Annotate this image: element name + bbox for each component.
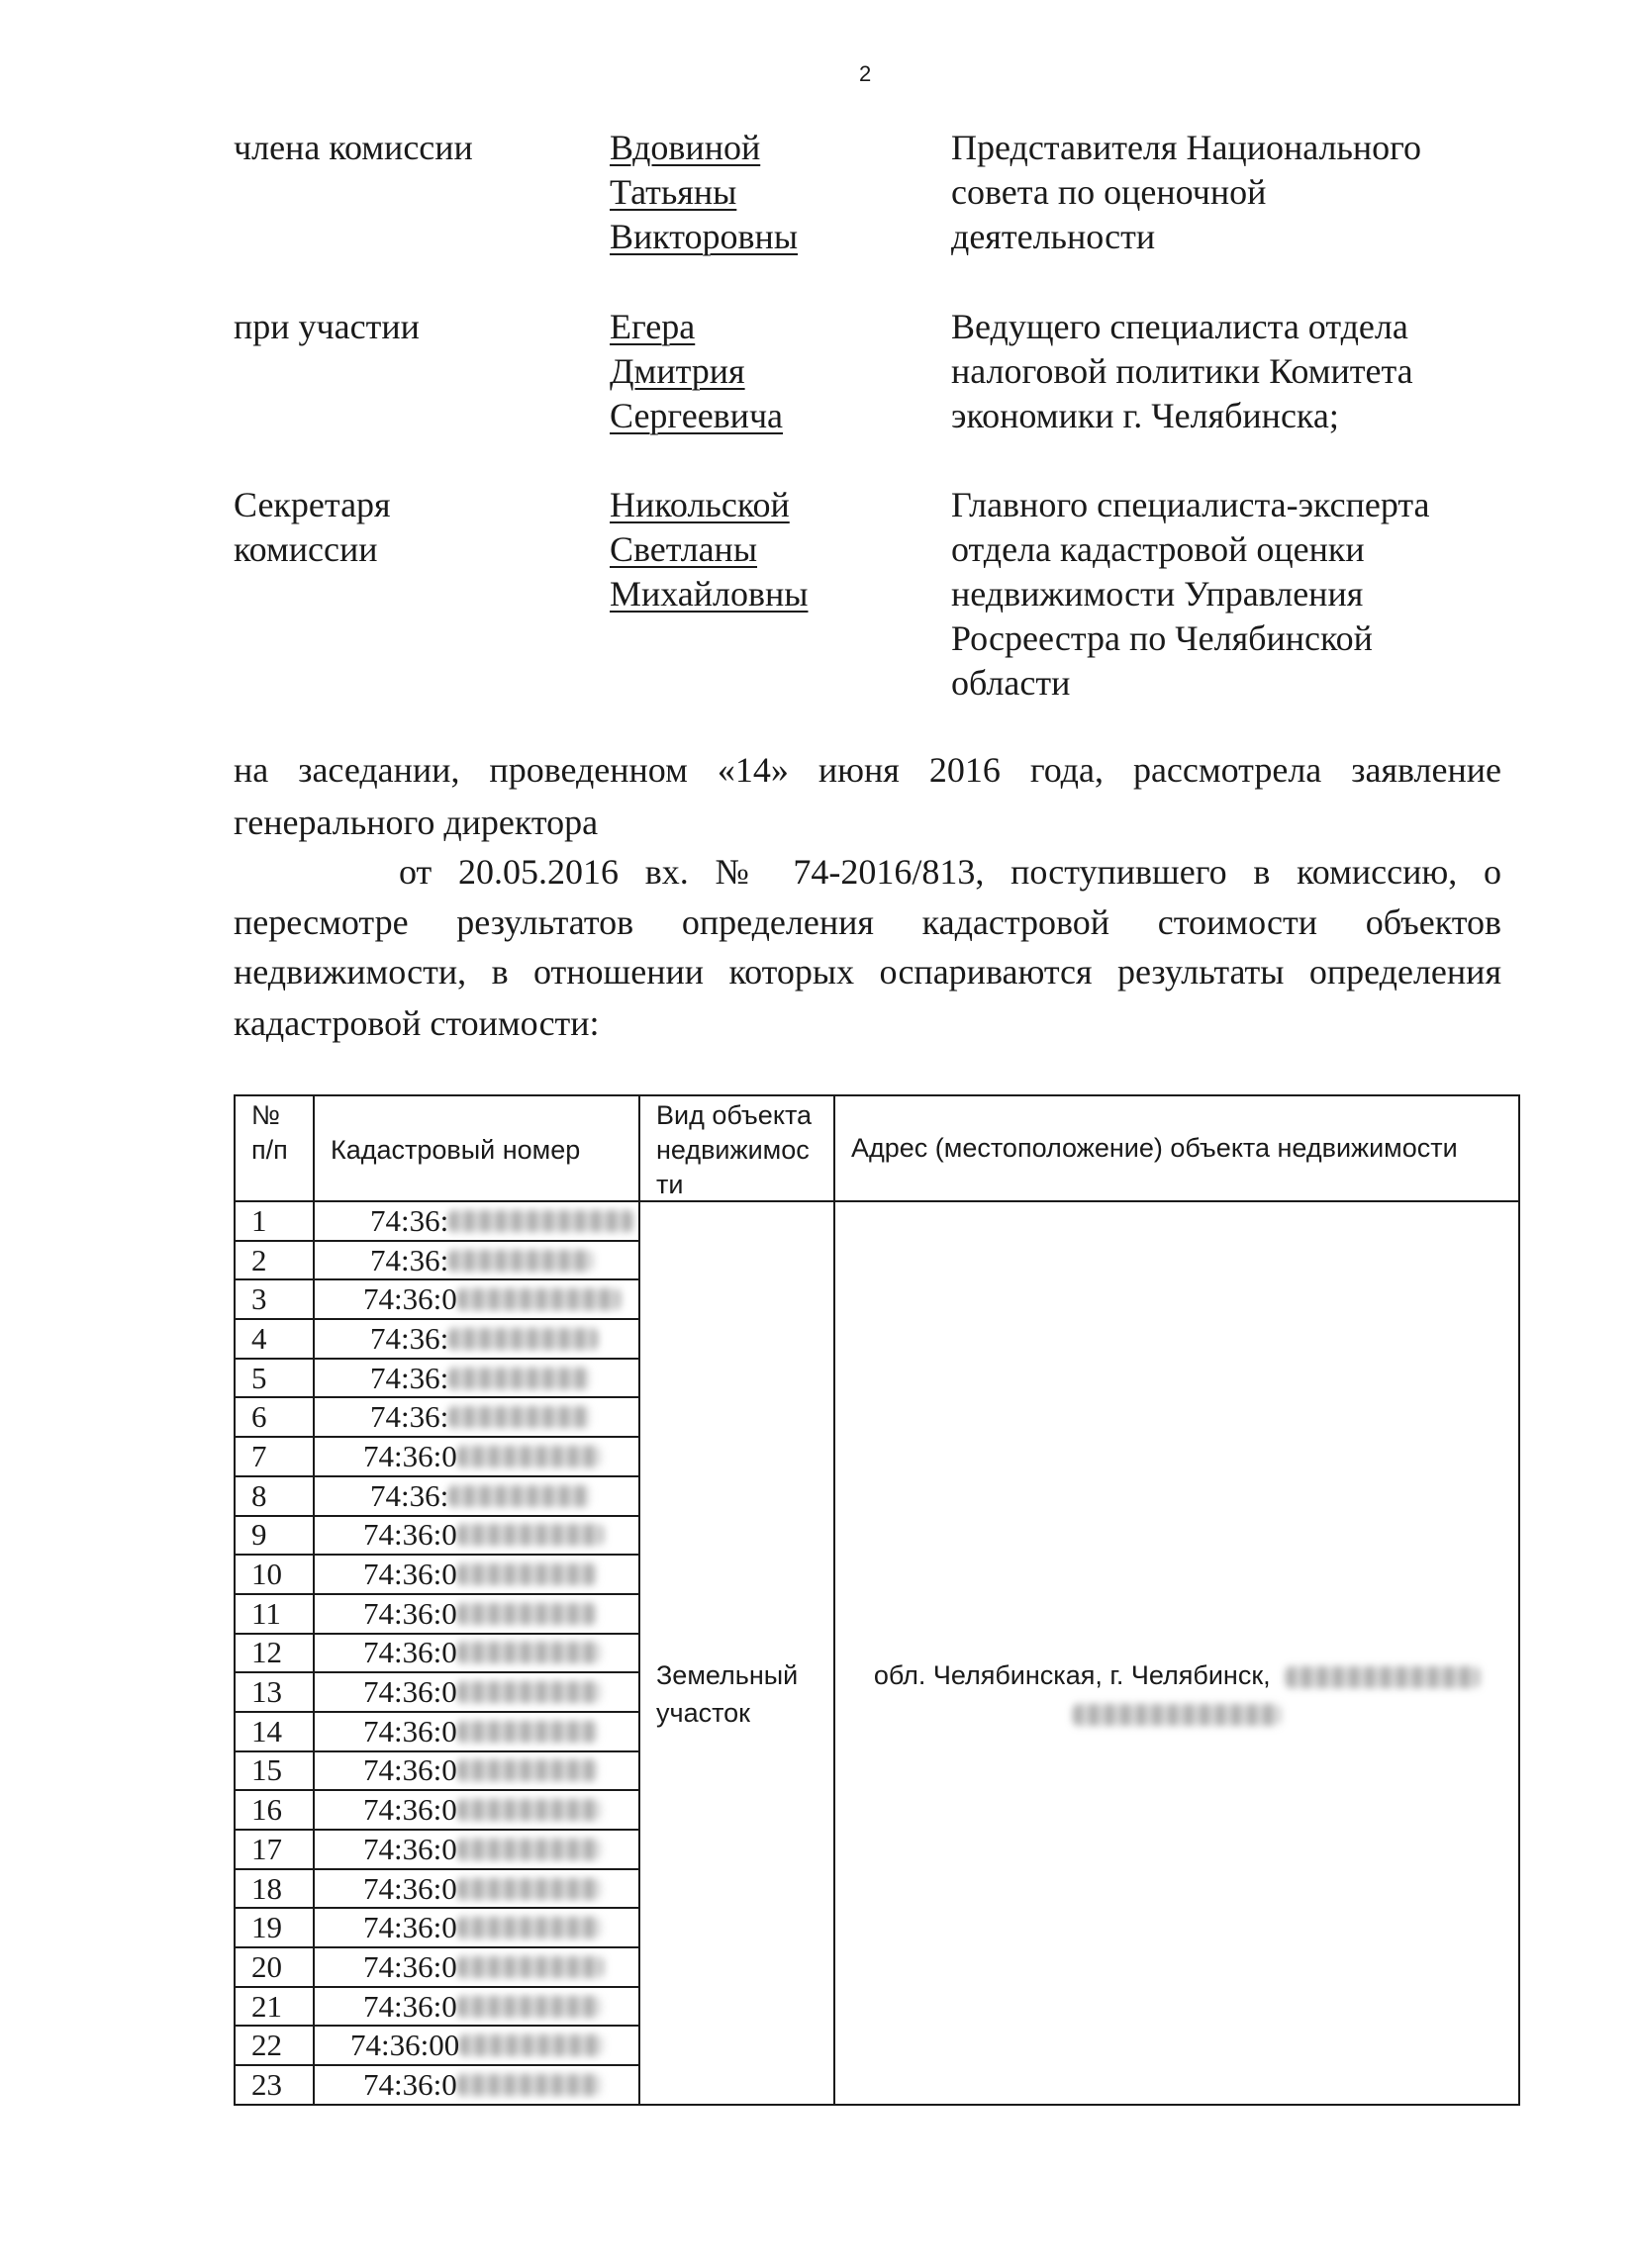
row-number: 21 <box>236 1988 315 2028</box>
member-full-name <box>610 126 798 259</box>
cadastral-number-cell <box>315 1398 640 1438</box>
body-paragraph-line: кадастровой стоимости: <box>234 1003 600 1043</box>
header-cadastral-number <box>315 1096 640 1202</box>
header-object-type-line: недвижимос <box>656 1135 810 1165</box>
redacted-cadastral-digits <box>457 1996 601 2018</box>
cadastral-number-cell <box>315 1909 640 1948</box>
cadastral-number-visible: 74:36:0 <box>363 1635 457 1670</box>
row-number: 8 <box>236 1477 315 1517</box>
cadastral-number-visible: 74:36: <box>370 1242 449 1277</box>
row-number: 5 <box>236 1360 315 1399</box>
member-surname: Никольской <box>610 485 790 524</box>
redacted-cadastral-digits <box>457 1603 597 1625</box>
redacted-cadastral-digits <box>457 1839 601 1860</box>
header-number-line: п/п <box>251 1135 288 1165</box>
cadastral-number-visible: 74:36:0 <box>363 1517 457 1553</box>
cadastral-number-visible: 74:36: <box>370 1399 449 1435</box>
redacted-cadastral-digits <box>448 1328 598 1350</box>
row-number: 15 <box>236 1752 315 1792</box>
cadastral-number-visible: 74:36:0 <box>363 1674 457 1710</box>
cadastral-number-cell <box>315 1791 640 1831</box>
page-number: 2 <box>859 61 872 86</box>
cadastral-number-visible: 74:36: <box>370 1202 449 1238</box>
address-line <box>835 1694 1518 1732</box>
object-type-cell <box>640 1202 835 2106</box>
redacted-cadastral-digits <box>457 1642 601 1663</box>
member-role <box>234 483 391 572</box>
cadastral-number-visible: 74:36:0 <box>363 1792 457 1828</box>
cadastral-number-visible: 74:36:0 <box>363 2066 457 2102</box>
member-position-line: Ведущего специалиста отдела <box>951 307 1408 346</box>
member-position-line: Росреестра по Челябинской <box>951 618 1373 658</box>
body-paragraph-line: на заседании, проведенном «14» июня 2016 года, рассмотрела заявление <box>234 750 1501 790</box>
row-number: 3 <box>236 1280 315 1320</box>
redacted-cadastral-digits <box>457 1446 601 1467</box>
header-address-label: Адрес (местоположение) объекта недвижимости <box>851 1133 1458 1163</box>
cadastral-number-cell <box>315 1988 640 2028</box>
cadastral-number-visible: 74:36: <box>370 1320 449 1356</box>
cadastral-number-cell <box>315 1477 640 1517</box>
row-number: 20 <box>236 1948 315 1988</box>
row-number: 22 <box>236 2027 315 2066</box>
address-cell <box>835 1202 1520 2106</box>
member-full-name <box>610 483 808 616</box>
property-table <box>234 1094 1520 2106</box>
cadastral-number-cell <box>315 2027 640 2066</box>
cadastral-number-visible: 74:36:0 <box>363 1281 457 1317</box>
member-position-line: Представителя Национального <box>951 128 1422 167</box>
cadastral-number-visible: 74:36:0 <box>363 1438 457 1473</box>
header-number-line: № <box>251 1100 280 1130</box>
row-number: 16 <box>236 1791 315 1831</box>
cadastral-number-visible: 74:36:0 <box>363 1752 457 1788</box>
redacted-cadastral-digits <box>448 1406 590 1428</box>
header-cadastral-label: Кадастровый номер <box>331 1135 581 1165</box>
redacted-cadastral-digits <box>448 1250 593 1272</box>
address-line <box>835 1656 1518 1694</box>
member-surname: Егера <box>610 307 696 346</box>
member-position-line: налоговой политики Комитета <box>951 351 1413 391</box>
cadastral-number-cell <box>315 1556 640 1595</box>
cadastral-number-visible: 74:36:0 <box>363 1910 457 1945</box>
row-number: 17 <box>236 1831 315 1870</box>
redacted-address-text <box>1073 1704 1281 1726</box>
member-position-line: недвижимости Управления <box>951 574 1364 614</box>
body-paragraph-line: генерального директора <box>234 803 599 842</box>
row-number: 12 <box>236 1635 315 1674</box>
member-role-line: комиссии <box>234 529 378 569</box>
cadastral-number-cell <box>315 1752 640 1792</box>
member-position-line: отдела кадастровой оценки <box>951 529 1365 569</box>
member-role <box>234 126 473 170</box>
member-full-name <box>610 305 783 438</box>
redacted-cadastral-digits <box>457 2074 601 2096</box>
address-visible-text: обл. Челябинская, г. Челябинск, <box>873 1660 1271 1690</box>
redacted-cadastral-digits <box>457 1759 598 1781</box>
body-paragraph-line: от 20.05.2016 вх. № 74-2016/813, поступившего в комиссию, о <box>399 852 1501 892</box>
member-role-line: Секретаря <box>234 485 391 524</box>
member-position-line: деятельности <box>951 217 1156 256</box>
member-first-name: Татьяны <box>610 172 737 212</box>
cadastral-number-visible: 74:36:0 <box>363 1988 457 2024</box>
cadastral-number-cell <box>315 1517 640 1557</box>
redacted-cadastral-digits <box>457 1878 601 1900</box>
redacted-cadastral-digits <box>459 2034 603 2056</box>
cadastral-number-cell <box>315 1320 640 1360</box>
cadastral-number-visible: 74:36: <box>370 1360 449 1395</box>
row-number: 4 <box>236 1320 315 1360</box>
cadastral-number-cell <box>315 1595 640 1635</box>
cadastral-number-cell <box>315 2066 640 2106</box>
member-position-line: области <box>951 663 1071 703</box>
cadastral-number-visible: 74:36:00 <box>350 2028 460 2063</box>
redacted-address-text <box>1286 1666 1480 1688</box>
member-position-line: совета по оценочной <box>951 172 1267 212</box>
member-first-name: Дмитрия <box>610 351 745 391</box>
member-position <box>951 483 1430 706</box>
member-role <box>234 305 420 349</box>
body-paragraph-line: пересмотре результатов определения кадастровой стоимости объектов <box>234 902 1501 942</box>
redacted-cadastral-digits <box>457 1288 621 1310</box>
redacted-cadastral-digits <box>457 1524 604 1546</box>
row-number: 9 <box>236 1517 315 1557</box>
redacted-cadastral-digits <box>448 1210 633 1232</box>
body-paragraph-line: недвижимости, в отношении которых оспариваются результаты определения <box>234 952 1501 992</box>
redacted-cadastral-digits <box>457 1956 604 1978</box>
object-type-line: участок <box>656 1698 750 1728</box>
member-position <box>951 126 1421 259</box>
header-number <box>236 1096 315 1202</box>
cadastral-number-cell <box>315 1360 640 1399</box>
cadastral-number-visible: 74:36: <box>370 1477 449 1513</box>
member-position-line: Главного специалиста-эксперта <box>951 485 1430 524</box>
member-first-name: Светланы <box>610 529 758 569</box>
member-surname: Вдовиной <box>610 128 761 167</box>
header-object-type <box>640 1096 835 1202</box>
cadastral-number-cell <box>315 1948 640 1988</box>
redacted-cadastral-digits <box>457 1563 597 1585</box>
redacted-cadastral-digits <box>457 1917 601 1938</box>
redacted-cadastral-digits <box>457 1799 601 1821</box>
redacted-cadastral-digits <box>448 1485 590 1507</box>
member-patronymic: Сергеевича <box>610 396 784 435</box>
row-number: 19 <box>236 1909 315 1948</box>
cadastral-number-cell <box>315 1635 640 1674</box>
member-role-line: члена комиссии <box>234 128 473 167</box>
cadastral-number-cell <box>315 1713 640 1752</box>
cadastral-number-visible: 74:36:0 <box>363 1870 457 1906</box>
row-number: 23 <box>236 2066 315 2106</box>
redacted-cadastral-digits <box>457 1681 601 1703</box>
row-number: 6 <box>236 1398 315 1438</box>
row-number: 2 <box>236 1242 315 1281</box>
row-number: 1 <box>236 1202 315 1242</box>
member-patronymic: Михайловны <box>610 574 809 614</box>
header-object-type-line: Вид объекта <box>656 1100 813 1130</box>
cadastral-number-cell <box>315 1202 640 1242</box>
redacted-cadastral-digits <box>457 1721 598 1743</box>
row-number: 18 <box>236 1870 315 1910</box>
redacted-cadastral-digits <box>448 1368 590 1389</box>
cadastral-number-visible: 74:36:0 <box>363 1713 457 1748</box>
cadastral-number-visible: 74:36:0 <box>363 1557 457 1592</box>
cadastral-number-cell <box>315 1870 640 1910</box>
member-patronymic: Викторовны <box>610 217 799 256</box>
cadastral-number-cell <box>315 1280 640 1320</box>
header-address <box>835 1096 1520 1202</box>
cadastral-number-visible: 74:36:0 <box>363 1948 457 1984</box>
member-position <box>951 305 1413 438</box>
object-type-line: Земельный <box>656 1660 799 1690</box>
cadastral-number-visible: 74:36:0 <box>363 1595 457 1631</box>
cadastral-number-cell <box>315 1831 640 1870</box>
member-position-line: экономики г. Челябинска; <box>951 396 1339 435</box>
row-number: 10 <box>236 1556 315 1595</box>
row-number: 13 <box>236 1673 315 1713</box>
cadastral-number-cell <box>315 1438 640 1477</box>
row-number: 11 <box>236 1595 315 1635</box>
member-role-line: при участии <box>234 307 420 346</box>
member-row-secretary <box>0 483 1636 720</box>
cadastral-number-cell <box>315 1673 640 1713</box>
row-number: 14 <box>236 1713 315 1752</box>
row-number: 7 <box>236 1438 315 1477</box>
cadastral-number-cell <box>315 1242 640 1281</box>
header-object-type-line: ти <box>656 1170 684 1199</box>
cadastral-number-visible: 74:36:0 <box>363 1831 457 1866</box>
